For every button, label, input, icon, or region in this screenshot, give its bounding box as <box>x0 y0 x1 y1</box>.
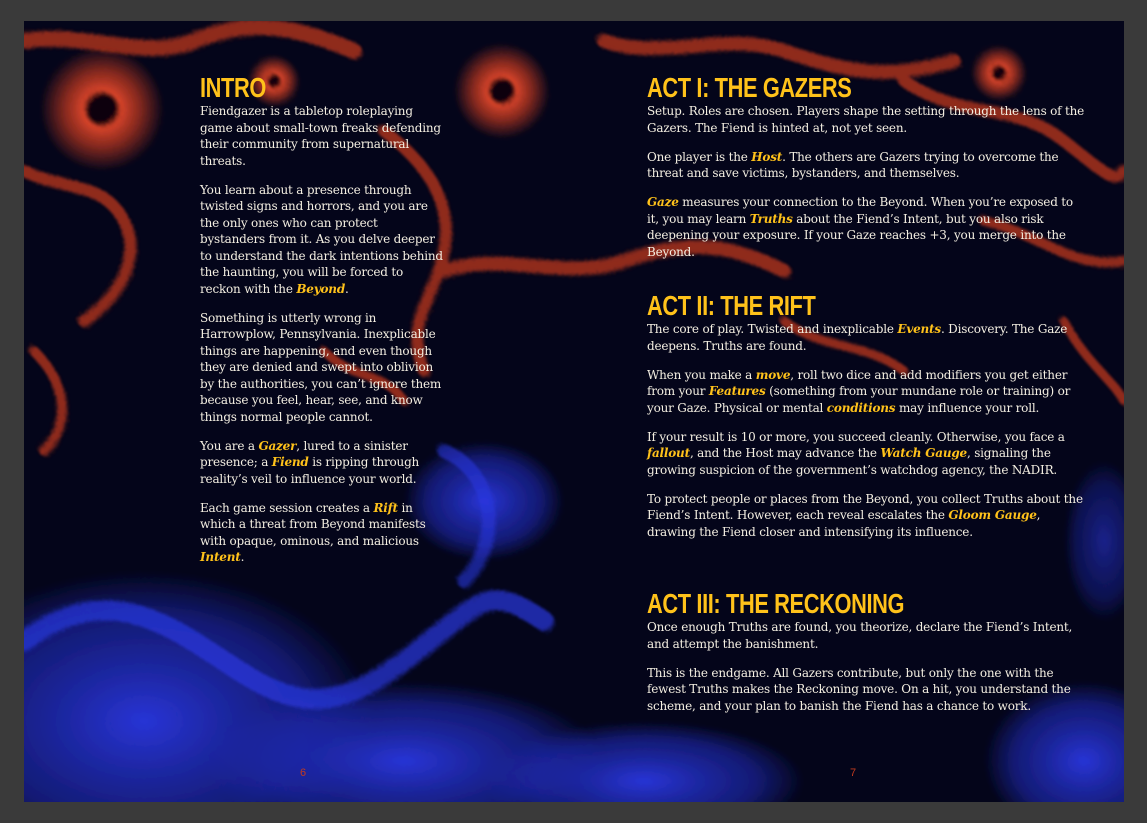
intro-paragraph-1: Fiendgazer is a tabletop roleplaying game about small-town freaks defending their community from supernatural threats. <box>200 104 441 168</box>
keyword-watch-gauge: Watch Gauge <box>880 446 967 460</box>
keyword-move: move <box>755 367 791 382</box>
act-3-paragraph-1: Once enough Truths are found, you theorize, declare the Fiend’s Intent, and attempt the banishment. <box>647 620 1073 651</box>
keyword-events: Events <box>897 322 941 336</box>
keyword-truths: Truths <box>749 211 793 226</box>
act-1-paragraph-2: One player is the Host. The others are Gazers trying to overcome the threat and save victims, bystanders, and themselves. <box>647 149 1059 180</box>
intro-paragraph-5: Each game session creates a Rift in which a threat from Beyond manifests with opaque, ominous, and malicious Intent. <box>200 500 426 564</box>
act-2-paragraph-4: To protect people or places from the Beyond, you collect Truths about the Fiend’s Intent. However, each reveal escalates the Gloom Gauge, drawing the Fiend closer and intensifying its influence. <box>647 491 1083 539</box>
intro-paragraph-4: You are a Gazer, lured to a sinister presence; a Fiend is ripping through reality’s veil to influence your world. <box>200 438 420 486</box>
keyword-host: Host <box>751 149 783 164</box>
act-2-paragraph-3: If your result is 10 or more, you succeed cleanly. Otherwise, you face a fallout, and the Host may advance the Watch Gauge, signaling the growing suspicion of the government’s watchdog agency, the NADIR. <box>647 429 1065 477</box>
keyword-features: Features <box>708 384 766 398</box>
act-3-heading: ACT III: THE RECKONING <box>647 588 905 619</box>
act-1-paragraph-1: Setup. Roles are chosen. Players shape the setting through the lens of the Gazers. The Fiend is hinted at, not yet seen. <box>647 104 1085 135</box>
act-2-section <box>647 291 1087 553</box>
page-number-left: 6 <box>300 767 307 779</box>
keyword-beyond: Beyond <box>296 281 346 296</box>
act-2-paragraph-1: The core of play. Twisted and inexplicable Events. Discovery. The Gaze deepens. Truths are found. <box>647 322 1068 353</box>
keyword-intent: Intent <box>200 550 241 564</box>
act-2-heading: ACT II: THE RIFT <box>647 290 816 321</box>
act-1-section <box>647 73 1087 273</box>
act-3-paragraph-2: This is the endgame. All Gazers contribute, but only the one with the fewest Truths makes the Reckoning move. On a hit, you understand the scheme, and your plan to banish the Fiend has a chance to work. <box>647 665 1071 713</box>
keyword-gazer: Gazer <box>258 438 297 453</box>
intro-column <box>200 73 445 578</box>
act-3-section <box>647 589 1087 727</box>
page-number-right: 7 <box>850 767 857 779</box>
keyword-gaze: Gaze <box>647 195 679 209</box>
keyword-fiend: Fiend <box>271 455 309 469</box>
act-1-paragraph-3: Gaze measures your connection to the Beyond. When you’re exposed to it, you may learn Truths about the Fiend’s Intent, but you also risk deepening your exposure. If your Gaze reaches +3, you merge into the Beyond. <box>647 195 1073 259</box>
keyword-fallout: fallout <box>647 446 690 460</box>
book-spread <box>24 21 1124 802</box>
keyword-gloom-gauge: Gloom Gauge <box>948 508 1037 522</box>
act-2-paragraph-2: When you make a move, roll two dice and add modifiers you get either from your Features (something from your mundane role or training) or your Gaze. Physical or mental conditions may influence your roll. <box>647 367 1071 415</box>
act-1-heading: ACT I: THE GAZERS <box>647 72 852 103</box>
intro-heading: INTRO <box>200 72 266 103</box>
keyword-conditions: conditions <box>826 400 896 415</box>
intro-paragraph-3: Something is utterly wrong in Harrowplow, Pennsylvania. Inexplicable things are happening, and even though they are denied and swept into oblivion by the authorities, you can’t ignore them because you feel, hear, see, and know things normal people cannot. <box>200 310 442 424</box>
intro-paragraph-2: You learn about a presence through twisted signs and horrors, and you are the only ones who can protect bystanders from it. As you delve deeper to understand the dark intentions behind the haunting, you will be forced to reckon with the Beyond. <box>200 182 443 296</box>
keyword-rift: Rift <box>373 500 398 515</box>
